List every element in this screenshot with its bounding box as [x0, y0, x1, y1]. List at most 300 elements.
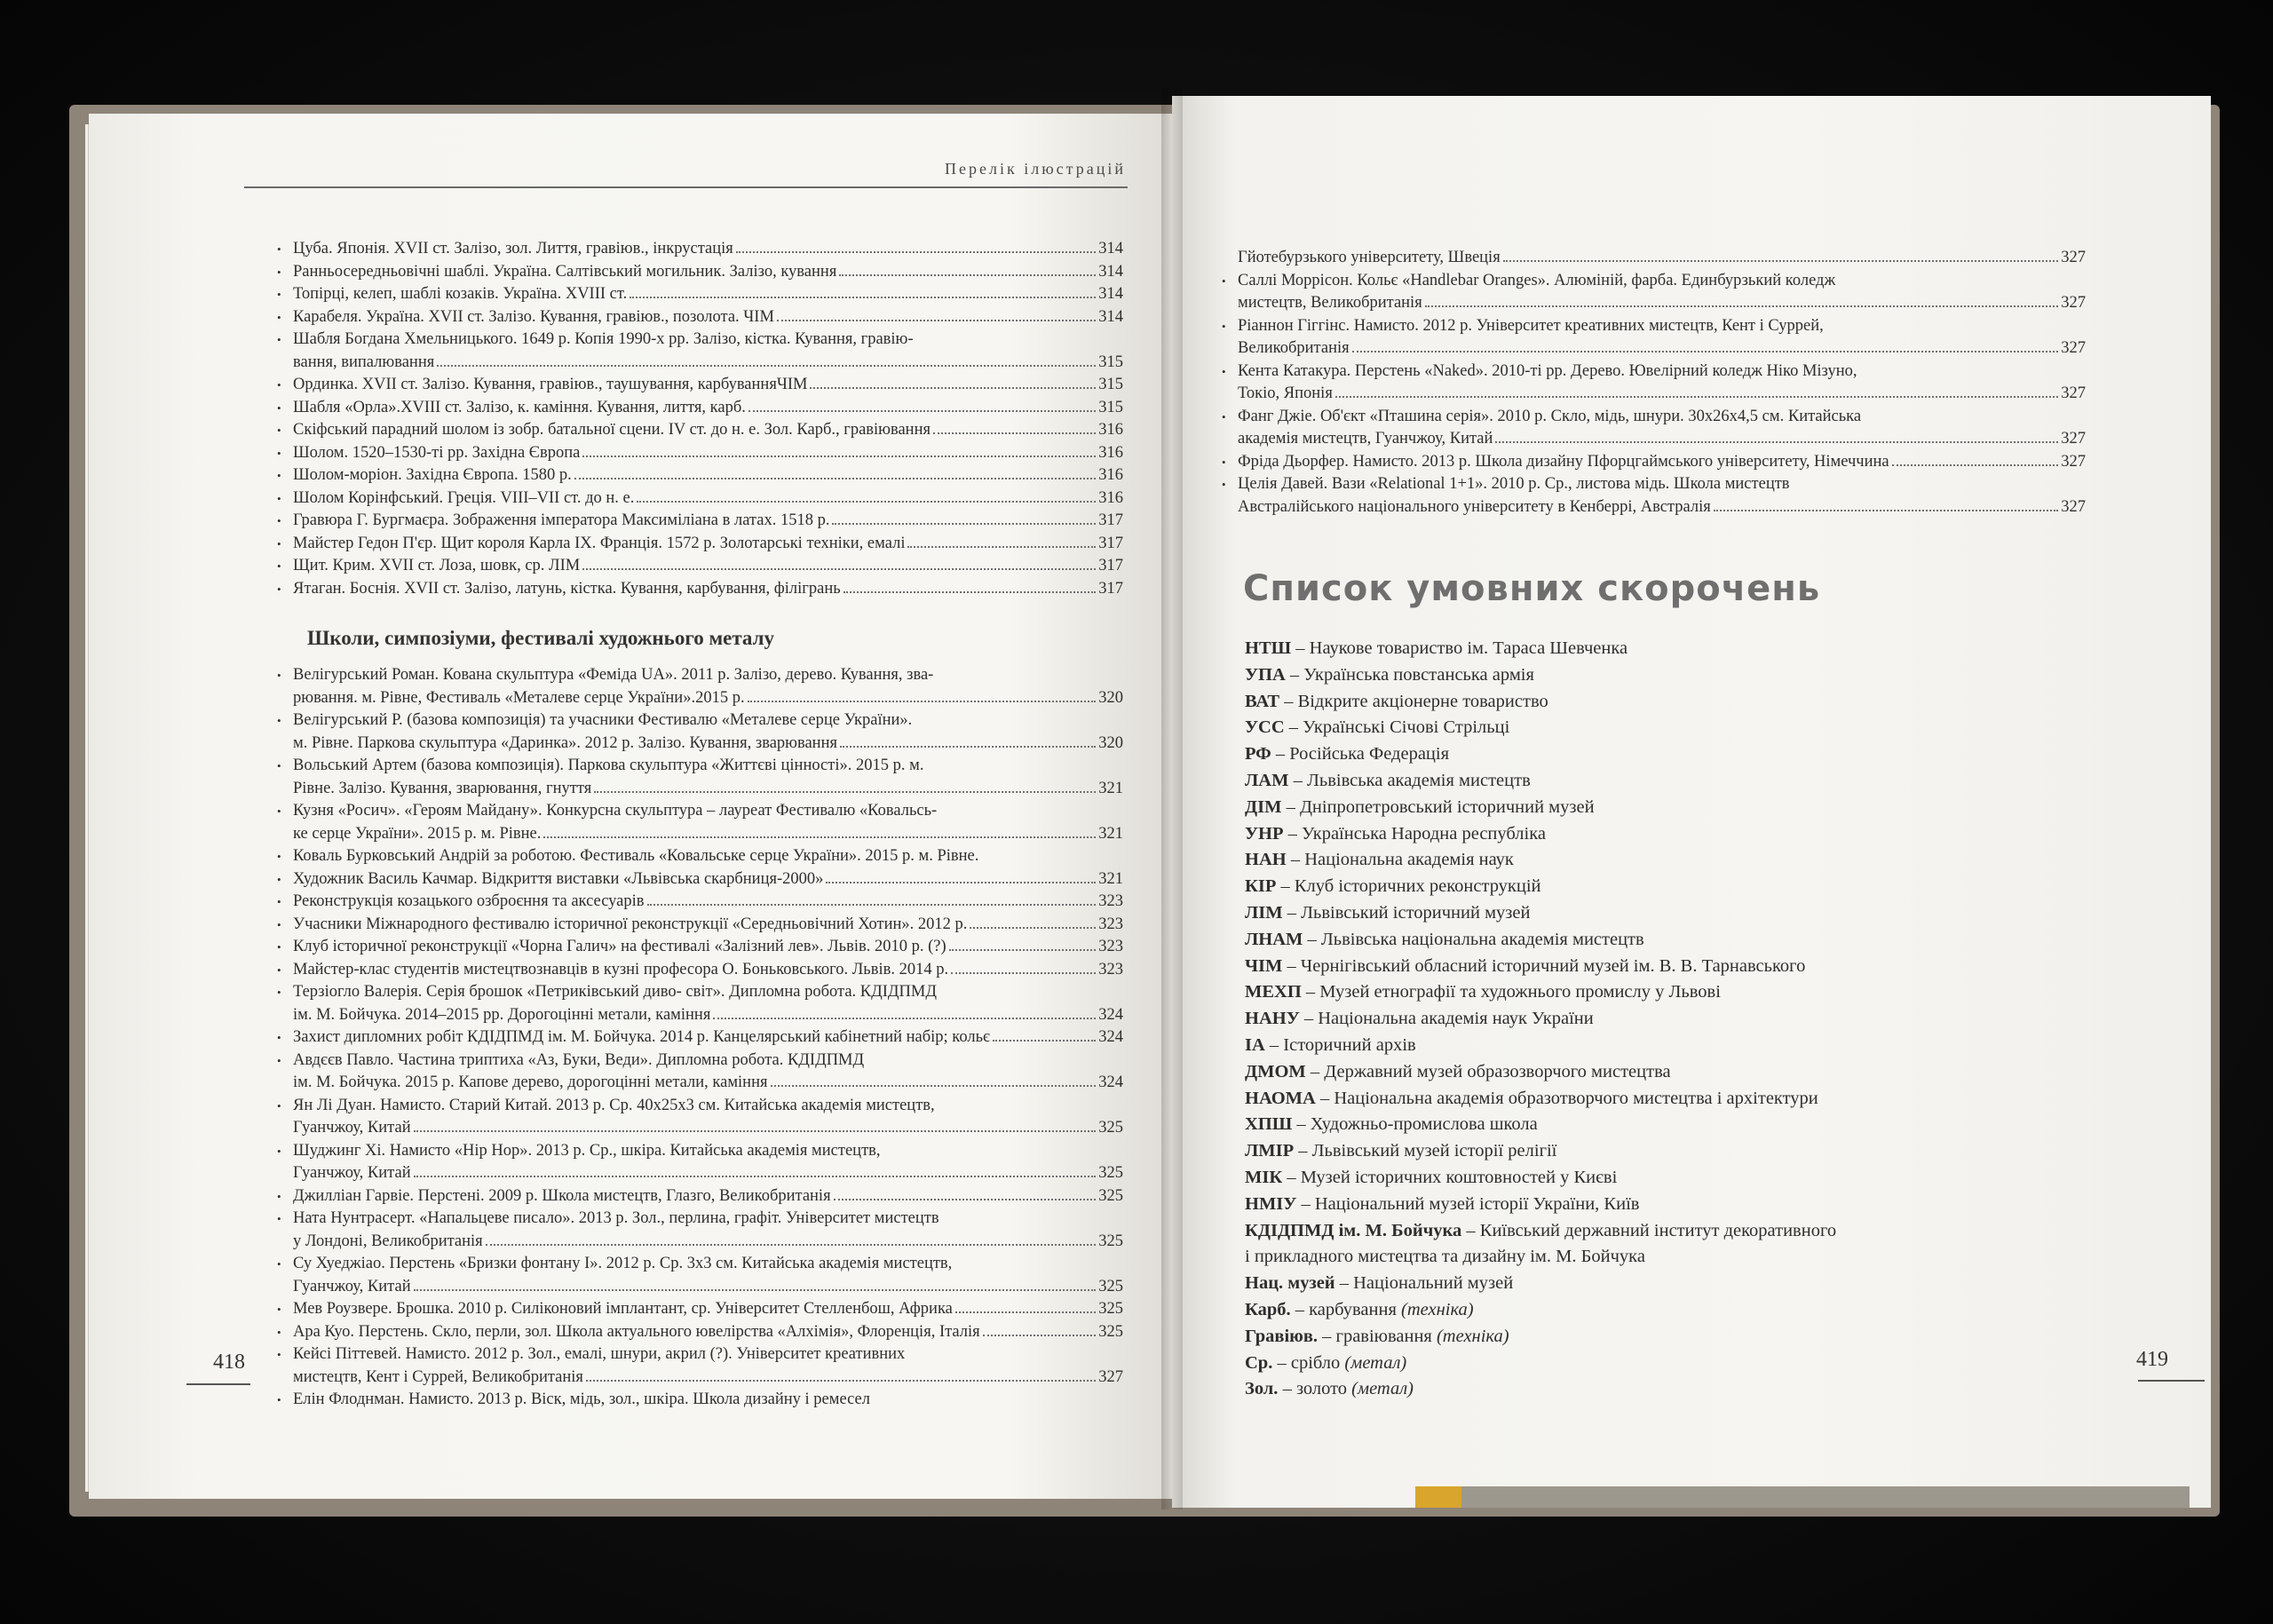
entry-line	[293, 733, 1123, 756]
bullet-icon: •	[277, 850, 281, 863]
abbreviations-title: Список умовних скорочень	[1243, 568, 1821, 609]
illustration-list-schools	[277, 664, 1123, 1412]
abbreviation-key: ЧІМ	[1245, 955, 1283, 976]
list-item	[277, 283, 1123, 306]
entry-line	[293, 1298, 1123, 1321]
leader-dots	[949, 949, 1097, 951]
entry-line	[293, 1276, 1123, 1299]
folio-rule-right	[2138, 1380, 2205, 1382]
abbreviation-key: Гравіюв.	[1245, 1326, 1319, 1346]
bullet-icon: •	[277, 1303, 281, 1316]
leader-dots	[993, 1040, 1096, 1042]
abbreviation-key: ХПШ	[1245, 1114, 1293, 1135]
entry-text: вання, випалювання	[293, 353, 435, 371]
leader-dots	[637, 501, 1096, 503]
abbreviation-key: Ср.	[1245, 1352, 1273, 1373]
abbreviation-text: Українська Народна республіка	[1302, 823, 1546, 844]
entry-page-number: 325	[1098, 1186, 1123, 1205]
entry-page-number: 327	[2061, 452, 2086, 471]
list-item	[277, 442, 1123, 465]
abbreviation-key: ІА	[1245, 1034, 1265, 1055]
bullet-icon: •	[1222, 364, 1226, 378]
section-title: Школи, симпозіуми, фестивалі художнього металу	[307, 627, 775, 649]
entry-line	[293, 891, 1123, 914]
abbreviation-text: Львівський музей історії релігії	[1311, 1141, 1557, 1161]
entry-line	[293, 238, 1123, 261]
list-item	[277, 306, 1123, 329]
abbreviation-tag: (метал)	[1344, 1352, 1407, 1373]
abbreviation-text: Наукове товариство ім. Тараса Шевченка	[1309, 638, 1628, 658]
list-item	[277, 487, 1123, 511]
leader-dots	[970, 927, 1096, 929]
bullet-icon: •	[277, 559, 281, 573]
abbreviation-item: УПА – Українська повстанська армія	[1245, 664, 1534, 685]
entry-text: Кузня «Росич». «Героям Майдану». Конкурсна скульптура – лауреат Фестивалю «Ковальсь-	[293, 802, 938, 820]
entry-text: Художник Василь Качмар. Відкриття виставки «Львівська скарбниця-2000»	[293, 869, 824, 888]
entry-page-number: 315	[1098, 398, 1123, 416]
leader-dots	[594, 791, 1096, 793]
entry-line	[293, 1389, 1123, 1412]
bullet-icon: •	[277, 514, 281, 527]
leader-dots	[543, 836, 1096, 838]
abbreviation-text-continued: і прикладного мистецтва та дизайну ім. М. Бойчука	[1245, 1247, 1645, 1267]
entry-text: ке серце України». 2015 р. м. Рівне.	[293, 824, 542, 843]
leader-dots	[486, 1244, 1097, 1246]
entry-text: Великобританія	[1238, 339, 1350, 357]
entry-text: Коваль Бурковський Андрій за роботою. Фестиваль «Ковальське серце України». 2015 р. м. Рівне.	[293, 847, 979, 865]
list-item	[277, 1298, 1123, 1321]
entry-line	[293, 1004, 1123, 1027]
bullet-icon: •	[277, 424, 281, 437]
entry-line	[293, 555, 1123, 578]
bullet-icon: •	[277, 917, 281, 931]
list-item	[277, 578, 1123, 601]
abbreviation-item: ЧІМ – Чернігівський обласний історичний музей ім. В. В. Тарнавського	[1245, 955, 1806, 976]
abbreviation-item: Ср. – срібло (метал)	[1245, 1352, 1407, 1373]
abbreviation-item: РФ – Російська Федерація	[1245, 744, 1450, 764]
entry-text: академія мистецтв, Гуанчжоу, Китай	[1238, 430, 1493, 448]
leader-dots	[907, 546, 1096, 548]
abbreviation-item: УНР – Українська Народна республіка	[1245, 823, 1546, 844]
abbreviation-item: НТШ – Наукове товариство ім. Тараса Шевченка	[1245, 638, 1628, 658]
bullet-icon: •	[1222, 409, 1226, 424]
entry-line	[293, 419, 1123, 442]
abbreviation-item: ЛНАМ – Львівська національна академія мистецтв	[1245, 929, 1644, 949]
entry-page-number: 316	[1098, 443, 1123, 462]
entry-text: Шолом Корінфський. Греція. VIII–VII ст. до н. е.	[293, 488, 635, 507]
abbreviation-text: Державний музей образозворчого мистецтва	[1324, 1061, 1671, 1081]
leader-dots	[1503, 260, 2059, 262]
entry-page-number: 314	[1098, 240, 1123, 257]
entry-text: Мев Роузвере. Брошка. 2010 р. Силіконовий імплантант, ср. Університет Стелленбош, Африка	[293, 1300, 953, 1318]
entry-line	[293, 261, 1123, 284]
bullet-icon: •	[1222, 319, 1226, 333]
bullet-icon: •	[277, 536, 281, 551]
list-item	[277, 397, 1123, 420]
entry-line	[1238, 451, 2086, 474]
abbreviation-text: Національний музей історії України, Київ	[1314, 1193, 1640, 1214]
entry-text: Реконструкція козацького озброєння та аксесуарів	[293, 892, 645, 910]
entry-text: Цуба. Японія. XVII ст. Залізо, зол. Лиття, гравіюв., інкрустація	[293, 240, 733, 257]
abbreviation-item: ЛАМ – Львівська академія мистецтв	[1245, 770, 1531, 790]
entry-text: Шуджинг Хі. Намисто «Hip Hop». 2013 р. Ср., шкіра. Китайська академія мистецтв,	[293, 1141, 881, 1160]
list-item	[1222, 360, 2086, 406]
entry-line	[293, 868, 1123, 891]
bullet-icon: •	[277, 714, 281, 727]
entry-page-number: 321	[1098, 779, 1123, 797]
abbreviation-tag: (метал)	[1351, 1379, 1414, 1399]
leader-dots	[748, 701, 1097, 702]
bullet-icon: •	[277, 333, 281, 346]
entry-line	[1238, 428, 2086, 451]
entry-text: Майстер Гедон П'єр. Щит короля Карла IX. Франція. 1572 р. Золотарські техніки, емалі	[293, 534, 906, 552]
entry-text: Ян Лі Дуан. Намисто. Старий Китай. 2013 р. Ср. 40х25х3 см. Китайська академія мистецтв,	[293, 1096, 935, 1114]
abbreviation-item: НАНУ – Національна академія наук України	[1245, 1009, 1594, 1029]
bullet-icon: •	[1222, 455, 1226, 469]
leader-dots	[810, 387, 1096, 389]
entry-text: мистецтв, Великобританія	[1238, 294, 1422, 312]
abbreviation-text: гравіювання	[1335, 1326, 1432, 1346]
bullet-icon: •	[277, 288, 281, 301]
abbreviation-item: ВАТ – Відкрите акціонерне товариство	[1245, 691, 1548, 711]
entry-text: Гуанчжоу, Китай	[293, 1119, 411, 1137]
list-item	[277, 868, 1123, 891]
bookmark-ribbon	[1415, 1486, 1461, 1508]
entry-page-number: 315	[1098, 376, 1123, 393]
list-item	[277, 914, 1123, 937]
entry-line	[293, 936, 1123, 959]
abbreviation-key: НАОМА	[1245, 1088, 1316, 1108]
abbreviation-item: НАОМА – Національна академія образотворчого мистецтва і архітектури	[1245, 1088, 1818, 1108]
abbreviation-item: ІА – Історичний архів	[1245, 1034, 1416, 1055]
bullet-icon: •	[277, 1325, 281, 1339]
leader-dots	[582, 568, 1096, 570]
abbreviation-key: УПА	[1245, 664, 1286, 685]
entry-text: Джиллiан Гарвіе. Перстені. 2009 р. Школа мистецтв, Глазго, Великобританія	[293, 1186, 831, 1205]
abbreviation-key: ВАТ	[1245, 691, 1280, 711]
entry-line	[293, 1162, 1123, 1185]
leader-dots	[713, 1018, 1096, 1019]
entry-text: Терзіогло Валерія. Серія брошок «Петриківський диво- світ». Дипломна робота. КДІДПМД	[293, 983, 937, 1001]
entry-text: Целія Давей. Вази «Relational 1+1». 2010 р. Ср., листова мідь. Школа мистецтв	[1238, 475, 1790, 493]
entry-text: Фанг Джіе. Об'єкт «Пташина серія». 2010 р. Скло, мідь, шнури. 30х26х4,5 см. Китайська	[1238, 407, 1862, 425]
abbreviation-text: Національна академія образотворчого мистецтва і архітектури	[1334, 1088, 1818, 1108]
entry-text: Велігурський Р. (базова композиція) та учасники Фестивалю «Металеве серце України».	[293, 711, 913, 729]
entry-page-number: 317	[1098, 511, 1123, 529]
entry-page-number: 325	[1098, 1119, 1123, 1137]
abbreviation-text: Київський державний інститут декоративного	[1479, 1220, 1837, 1240]
leader-dots	[414, 1289, 1097, 1291]
entry-text: у Лондоні, Великобританія	[293, 1232, 483, 1250]
list-item	[277, 1343, 1123, 1389]
abbreviation-text: Історичний архів	[1283, 1034, 1416, 1055]
entry-line	[293, 533, 1123, 556]
entry-page-number: 317	[1098, 579, 1123, 598]
bullet-icon: •	[277, 378, 281, 392]
entry-page-number: 327	[2061, 384, 2086, 402]
entry-text: Ранньосередньовічні шаблі. Україна. Салтівський могильник. Залізо, кування	[293, 262, 837, 281]
entry-text: Велігурський Роман. Кована скульптура «Феміда UA». 2011 р. Залізо, дерево. Кування, зва-	[293, 666, 934, 684]
leader-dots	[840, 746, 1096, 748]
running-head: Перелік ілюстрацій	[945, 160, 1126, 178]
page-bottom-band	[1461, 1486, 2190, 1508]
list-item	[277, 238, 1123, 261]
entry-page-number: 321	[1098, 824, 1123, 843]
entry-text: Гйотебурзького університету, Швеція	[1238, 249, 1501, 266]
list-item	[1238, 247, 2086, 270]
entry-line	[293, 1367, 1123, 1390]
header-rule	[244, 186, 1128, 188]
bullet-icon: •	[277, 759, 281, 772]
bullet-icon: •	[277, 1189, 281, 1203]
leader-dots	[1495, 441, 2058, 443]
bullet-icon: •	[277, 1212, 281, 1225]
entry-page-number: 325	[1098, 1300, 1123, 1318]
abbreviation-text: Національна академія наук України	[1318, 1009, 1594, 1029]
leader-dots	[1714, 510, 2059, 511]
abbreviation-key: НТШ	[1245, 638, 1292, 658]
list-item	[277, 510, 1123, 533]
entry-page-number: 321	[1098, 869, 1123, 888]
entry-text: Вольський Артем (базова композиція). Паркова скульптура «Життєві цінності». 2015 р. м.	[293, 757, 924, 774]
entry-line	[293, 687, 1123, 710]
entry-line	[293, 1321, 1123, 1344]
entry-line	[1238, 337, 2086, 360]
entry-page-number: 327	[2061, 497, 2086, 516]
abbreviation-text: Відкрите акціонерне товариство	[1297, 691, 1548, 711]
entry-text: Щит. Крим. XVII ст. Лоза, шовк, ср. ЛІМ	[293, 557, 581, 574]
entry-page-number: 325	[1098, 1164, 1123, 1182]
entry-page-number: 320	[1098, 688, 1123, 707]
leader-dots	[832, 523, 1096, 525]
entry-line	[293, 778, 1123, 801]
entry-page-number: 327	[2061, 249, 2086, 266]
abbreviation-key: ЛМІР	[1245, 1141, 1295, 1161]
entry-text: ім. М. Бойчука. 2014–2015 рр. Дорогоцінні метали, каміння	[293, 1005, 711, 1024]
abbreviation-key: НМІУ	[1245, 1193, 1297, 1214]
list-item	[277, 1253, 1123, 1298]
abbreviation-key: Зол.	[1245, 1379, 1279, 1399]
entry-line	[293, 1231, 1123, 1254]
entry-text: Майстер-клас студентів мистецтвознавців в кузні професора О. Боньковського. Львів. 2014 р.	[293, 960, 949, 978]
bullet-icon: •	[277, 1393, 281, 1406]
bullet-icon: •	[277, 1257, 281, 1271]
entry-text: Шабля Богдана Хмельницького. 1649 р. Копія 1990-х рр. Залізо, кістка. Кування, гравію-	[293, 330, 914, 348]
entry-line	[293, 1185, 1123, 1208]
list-item	[277, 936, 1123, 959]
entry-text: Ріаннон Гіггінс. Намисто. 2012 р. Університет креативних мистецтв, Кент і Суррей,	[1238, 316, 1824, 335]
list-item	[277, 755, 1123, 800]
entry-text: Рівне. Залізо. Кування, зварювання, гнуття	[293, 779, 592, 797]
bullet-icon: •	[277, 1348, 281, 1361]
entry-page-number: 323	[1098, 960, 1123, 978]
abbreviation-key: ЛАМ	[1245, 770, 1289, 790]
leader-dots	[955, 1311, 1096, 1313]
bullet-icon: •	[277, 469, 281, 482]
entry-page-number: 325	[1098, 1277, 1123, 1295]
leader-dots	[630, 297, 1096, 298]
bullet-icon: •	[277, 940, 281, 954]
abbreviation-tag: (техніка)	[1401, 1299, 1474, 1319]
leader-dots	[983, 1335, 1097, 1336]
entry-text: м. Рівне. Паркова скульптура «Даринка». 2012 р. Залізо. Кування, зварювання	[293, 733, 837, 752]
abbreviation-item: НМІУ – Національний музей історії України, Київ	[1245, 1193, 1640, 1214]
bullet-icon: •	[277, 242, 281, 256]
entry-page-number: 324	[1098, 1073, 1123, 1091]
leader-dots	[771, 1085, 1097, 1087]
entry-text: Захист дипломних робіт КДІДПМД ім. М. Бойчука. 2014 р. Канцелярський кабінетний набір; кольє	[293, 1028, 990, 1046]
abbreviation-item: ЛІМ – Львівський історичний музей	[1245, 902, 1531, 923]
list-item	[277, 419, 1123, 442]
abbreviation-key: ДІМ	[1245, 796, 1282, 817]
abbreviation-text: Чернігівський обласний історичний музей ім. В. В. Тарнавського	[1300, 955, 1806, 976]
leader-dots	[1425, 305, 2059, 307]
entry-page-number: 323	[1098, 915, 1123, 933]
entry-line	[293, 374, 1123, 397]
list-item	[277, 261, 1123, 284]
entry-text: Клуб історичної реконструкції «Чорна Галич» на фестивалі «Залізний лев». Львів. 2010 р. (?)	[293, 938, 946, 955]
abbreviation-text: Українська повстанська армія	[1303, 664, 1534, 685]
list-item	[277, 959, 1123, 982]
entry-text: ім. М. Бойчука. 2015 р. Капове дерево, дорогоцінні метали, каміння	[293, 1073, 768, 1091]
abbreviation-key: Карб.	[1245, 1299, 1291, 1319]
abbreviation-item: МЕХП – Музей етнографії та художнього промислу у Львові	[1245, 982, 1721, 1002]
bullet-icon: •	[277, 872, 281, 886]
entry-text: Кейсі Піттевей. Намисто. 2012 р. Зол., емалі, шнури, акрил (?). Університет креативних	[293, 1345, 906, 1363]
list-item	[1222, 270, 2086, 315]
entry-page-number: 317	[1098, 534, 1123, 552]
entry-text: рювання. м. Рівне, Фестиваль «Металеве серце України».2015 р.	[293, 688, 745, 707]
entry-page-number: 324	[1098, 1005, 1123, 1024]
entry-line	[293, 1026, 1123, 1050]
entry-line	[293, 578, 1123, 601]
bullet-icon: •	[277, 265, 281, 279]
entry-text: Ординка. XVII ст. Залізо. Кування, гравіюв., таушування, карбуванняЧІМ	[293, 376, 808, 393]
entry-page-number: 316	[1098, 466, 1123, 484]
list-item	[1222, 473, 2086, 519]
leader-dots	[951, 972, 1096, 974]
entry-text: Ара Куо. Перстень. Скло, перли, зол. Школа актуального ювелірства «Алхімія», Флоренція, Італія	[293, 1322, 980, 1341]
bullet-icon: •	[277, 963, 281, 977]
abbreviation-item: КДІДПМД ім. М. Бойчука – Київський державний інститут декоративного	[1245, 1220, 1837, 1240]
entry-page-number: 314	[1098, 285, 1123, 303]
entry-line	[293, 464, 1123, 487]
entry-page-number: 323	[1098, 938, 1123, 955]
entry-page-number: 323	[1098, 892, 1123, 910]
list-item	[1222, 451, 2086, 474]
leader-dots	[826, 882, 1096, 883]
list-item	[277, 891, 1123, 914]
leader-dots	[748, 410, 1096, 412]
bullet-icon: •	[277, 446, 281, 460]
entry-page-number: 317	[1098, 557, 1123, 574]
abbreviation-item: Зол. – золото (метал)	[1245, 1379, 1414, 1399]
entry-text: Гравюра Г. Бургмаєра. Зображення імператора Максиміліана в латах. 1518 р.	[293, 511, 830, 529]
abbreviation-text: срібло	[1290, 1352, 1341, 1373]
abbreviation-item: Нац. музей – Національний музей	[1245, 1273, 1514, 1294]
bullet-icon: •	[277, 804, 281, 818]
abbreviation-text: Українські Січові Стрільці	[1303, 717, 1510, 738]
entry-text: Австралійського національного університету в Кенберрі, Австралія	[1238, 497, 1711, 516]
abbreviation-text: карбування	[1309, 1299, 1397, 1319]
entry-page-number: 327	[2061, 294, 2086, 312]
entry-page-number: 324	[1098, 1028, 1123, 1046]
entry-text: Шабля «Орла».XVIII ст. Залізо, к. каміння. Кування, лиття, карб.	[293, 398, 746, 416]
entry-text: Ната Нунтрасерт. «Напальцеве писало». 2013 р. Зол., перлина, графіт. Університет мистецтв	[293, 1209, 939, 1227]
entry-page-number: 316	[1098, 488, 1123, 507]
abbreviation-text: Музей етнографії та художнього промислу у Львові	[1319, 982, 1721, 1002]
list-item	[277, 374, 1123, 397]
abbreviation-item: ХПШ – Художньо-промислова школа	[1245, 1114, 1538, 1135]
entry-text: Фріда Дьорфер. Намисто. 2013 р. Школа дизайну Пфорцгаймського університету, Німеччина	[1238, 452, 1889, 471]
entry-line	[293, 1072, 1123, 1095]
entry-line	[1238, 292, 2086, 315]
abbreviation-item: Карб. – карбування (техніка)	[1245, 1299, 1474, 1319]
entry-text: Гуанчжоу, Китай	[293, 1277, 411, 1295]
entry-text: Топірці, келеп, шаблі козаків. Україна. XVIII ст.	[293, 285, 628, 303]
abbreviation-key: ДМОМ	[1245, 1061, 1306, 1081]
list-item	[277, 555, 1123, 578]
list-item	[277, 1140, 1123, 1185]
list-item	[277, 1389, 1123, 1412]
bullet-icon: •	[277, 669, 281, 682]
entry-line	[293, 845, 1123, 868]
entry-line	[293, 283, 1123, 306]
illustration-list-top	[277, 238, 1123, 600]
leader-dots	[437, 365, 1096, 367]
leader-dots	[1352, 351, 2059, 353]
leader-dots	[647, 904, 1097, 906]
list-item	[277, 1050, 1123, 1095]
abbreviation-text: золото	[1295, 1379, 1348, 1399]
abbreviation-key: УСС	[1245, 717, 1285, 738]
abbreviation-text: Художньо-промислова школа	[1310, 1114, 1538, 1135]
entry-page-number: 316	[1098, 421, 1123, 439]
bullet-icon: •	[277, 1031, 281, 1044]
folio-rule-left	[186, 1383, 250, 1385]
leader-dots	[834, 1199, 1097, 1200]
entry-text: Токіо, Японія	[1238, 384, 1333, 402]
bullet-icon: •	[277, 986, 281, 999]
abbreviation-text: Дніпропетровський історичний музей	[1299, 796, 1595, 817]
abbreviation-text: Львівський історичний музей	[1301, 902, 1531, 923]
entry-line	[293, 914, 1123, 937]
entry-page-number: 327	[1098, 1367, 1123, 1386]
abbreviation-text: Львівська національна академія мистецтв	[1320, 929, 1644, 949]
page-number-left: 418	[213, 1351, 245, 1374]
abbreviation-text: Музей історичних коштовностей у Києві	[1300, 1167, 1618, 1187]
leader-dots	[777, 320, 1096, 321]
abbreviation-text: Російська Федерація	[1289, 744, 1450, 764]
abbreviations-list	[1245, 636, 2062, 1403]
abbreviation-key: РФ	[1245, 744, 1271, 764]
entry-line	[1238, 383, 2086, 406]
entry-page-number: 327	[2061, 430, 2086, 448]
list-item	[277, 464, 1123, 487]
list-item	[277, 1208, 1123, 1253]
entry-line	[293, 959, 1123, 982]
bullet-icon: •	[277, 1098, 281, 1113]
list-item	[277, 533, 1123, 556]
abbreviation-text: Національний музей	[1353, 1273, 1514, 1294]
abbreviation-key: НАН	[1245, 850, 1287, 870]
list-item	[277, 800, 1123, 845]
entry-text: Гуанчжоу, Китай	[293, 1164, 411, 1182]
leader-dots	[414, 1176, 1097, 1177]
abbreviation-key: ЛІМ	[1245, 902, 1283, 923]
entry-line	[293, 442, 1123, 465]
entry-page-number: 327	[2061, 339, 2086, 357]
